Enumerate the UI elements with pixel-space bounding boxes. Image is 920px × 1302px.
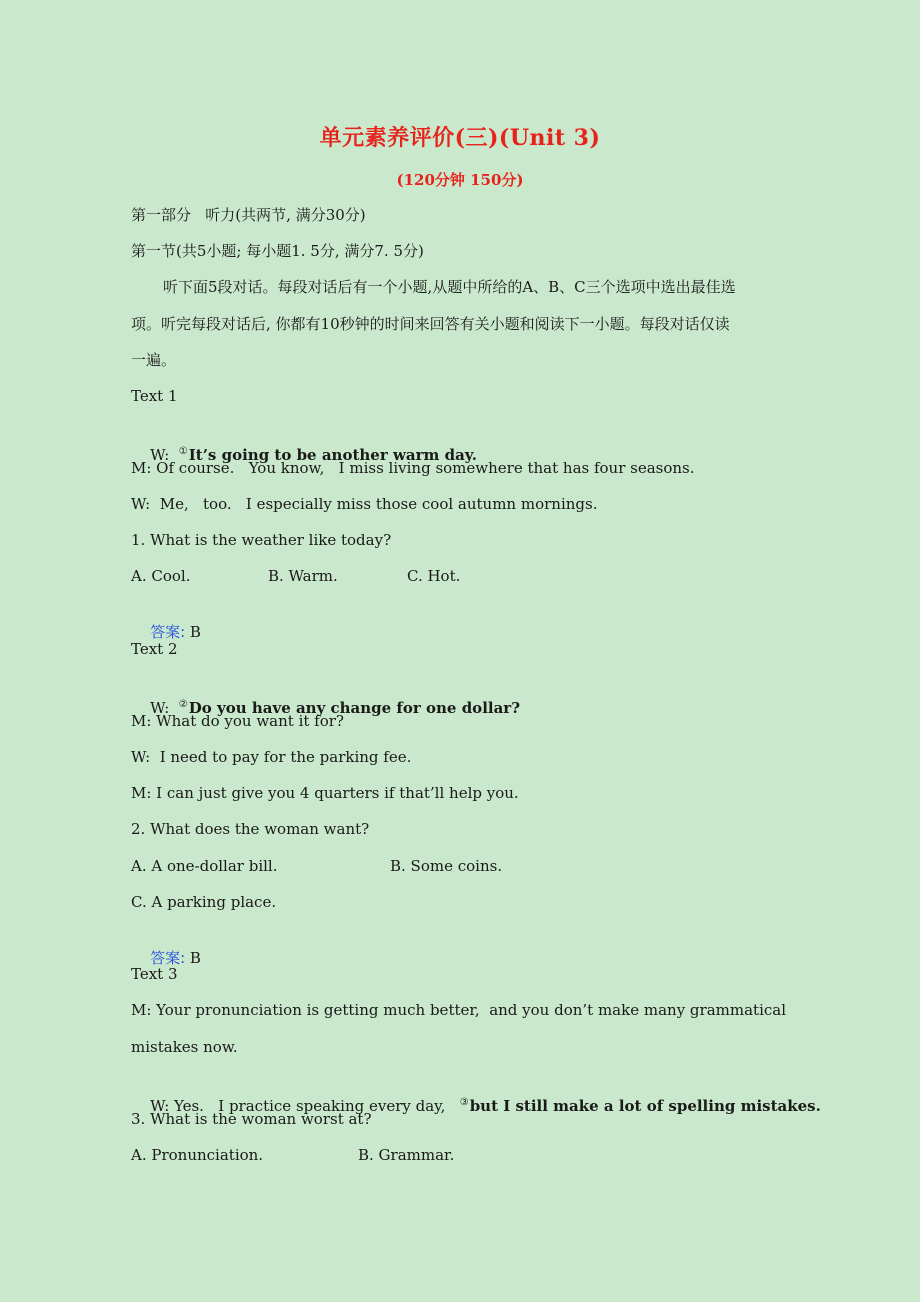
q2-option-a: A. A one-dollar bill.	[131, 857, 278, 875]
text3-line-m1a: M: Your pronunciation is getting much better, and you don’t make many grammatical	[131, 1001, 787, 1019]
highlighted-sentence: but I still make a lot of spelling mistakes.	[469, 1097, 821, 1115]
part-heading: 第一部分 听力(共两节, 满分30分)	[131, 206, 366, 224]
page-subtitle: (120分钟 150分)	[396, 171, 524, 189]
q3-option-b: B. Grammar.	[358, 1146, 455, 1164]
q1-option-a: A. Cool.	[131, 567, 191, 585]
q2-option-b: B. Some coins.	[390, 857, 503, 875]
text1-heading: Text 1	[131, 387, 178, 405]
q1-option-c: C. Hot.	[407, 567, 461, 585]
text3-line-m1b: mistakes now.	[131, 1038, 238, 1056]
highlighted-sentence: Do you have any change for one dollar?	[188, 699, 520, 717]
highlighted-sentence: It’s going to be another warm day.	[188, 446, 478, 464]
text2-heading: Text 2	[131, 640, 178, 658]
q3-option-a: A. Pronunciation.	[131, 1146, 264, 1164]
text2-line-m1: M: What do you want it for?	[131, 712, 344, 730]
instructions-line-1: 听下面5段对话。每段对话后有一个小题,从题中所给的A、B、C三个选项中选出最佳选	[163, 278, 736, 296]
question-2: 2. What does the woman want?	[131, 820, 370, 838]
speaker-label: W:	[150, 446, 179, 464]
question-3: 3. What is the woman worst at?	[131, 1110, 372, 1128]
footnote-mark: ③	[459, 1097, 469, 1108]
footnote-mark: ①	[178, 446, 188, 457]
text3-heading: Text 3	[131, 965, 178, 983]
q1-option-b: B. Warm.	[268, 567, 338, 585]
text2-line-m2: M: I can just give you 4 quarters if that’ll help you.	[131, 784, 519, 802]
footnote-mark: ②	[178, 699, 188, 710]
answer-label: 答案:	[150, 949, 186, 967]
answer-label: 答案:	[150, 623, 186, 641]
instructions-line-3: 一遍。	[131, 351, 177, 369]
text2-line-w2: W: I need to pay for the parking fee.	[131, 748, 412, 766]
page-title: 单元素养评价(三)(Unit 3)	[319, 125, 601, 151]
speaker-label: W:	[150, 699, 179, 717]
text1-line-m1: M: Of course. You know, I miss living somewhere that has four seasons.	[131, 459, 695, 477]
q2-option-c: C. A parking place.	[131, 893, 277, 911]
question-1: 1. What is the weather like today?	[131, 531, 392, 549]
answer-value: B	[185, 623, 201, 641]
text1-line-w2: W: Me, too. I especially miss those cool autumn mornings.	[131, 495, 598, 513]
speaker-label: W: Yes. I practice speaking every day,	[150, 1097, 460, 1115]
instructions-line-2: 项。听完每段对话后, 你都有10秒钟的时间来回答有关小题和阅读下一小题。每段对话仅读	[131, 315, 730, 333]
section-heading: 第一节(共5小题; 每小题1. 5分, 满分7. 5分)	[131, 242, 424, 260]
answer-value: B	[185, 949, 201, 967]
